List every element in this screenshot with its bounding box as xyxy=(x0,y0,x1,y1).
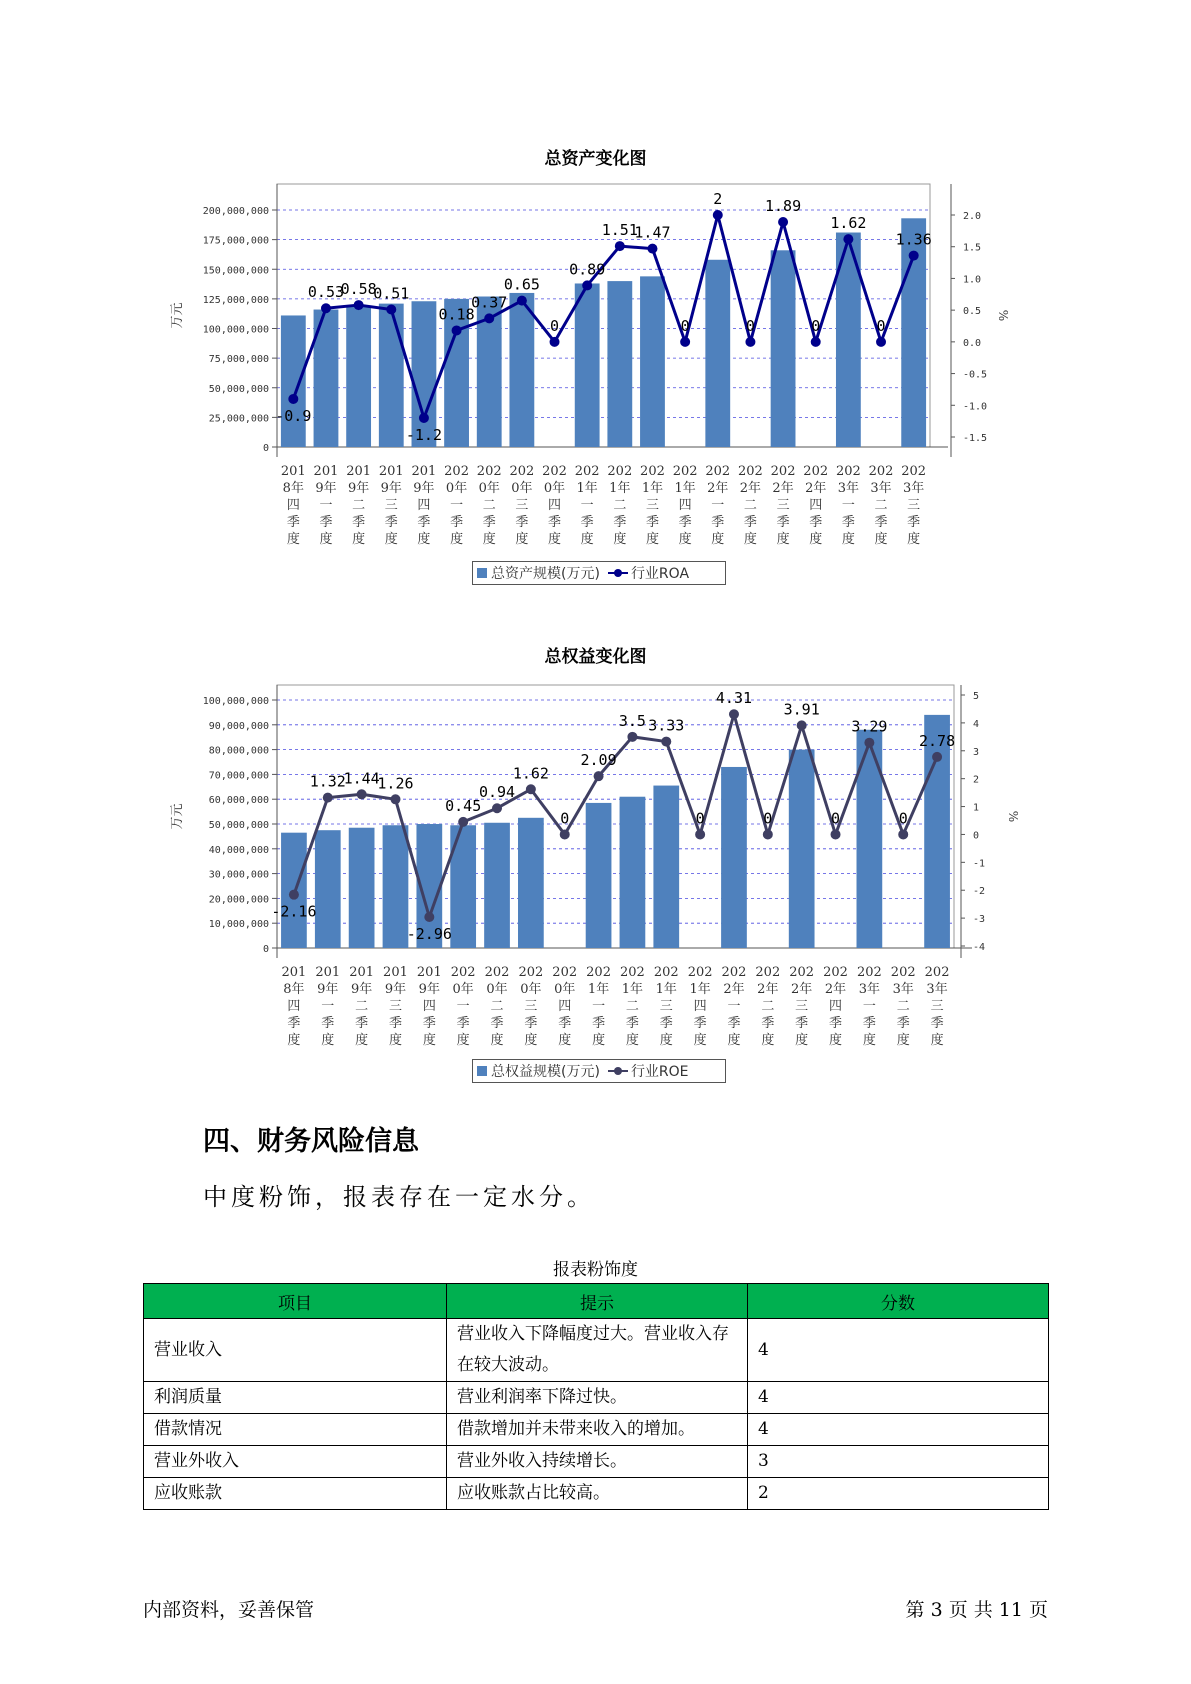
y-tick-label: 30,000,000 xyxy=(208,869,269,881)
line-point xyxy=(289,890,299,900)
legend-line-label: 行业ROE xyxy=(630,1064,689,1080)
line-point xyxy=(594,771,604,781)
y-tick-label: 175,000,000 xyxy=(202,235,269,247)
x-tick-label: 202 2年一季度 xyxy=(705,464,731,547)
table-caption: 报表粉饰度 xyxy=(553,1260,638,1280)
bar xyxy=(721,767,747,948)
line-point xyxy=(661,737,671,747)
line-point xyxy=(357,789,367,799)
y-tick-label: 50,000,000 xyxy=(208,383,269,395)
row-score: 4 xyxy=(748,1382,1049,1414)
line-point xyxy=(452,325,462,335)
y-tick-label: 125,000,000 xyxy=(202,294,269,306)
x-tick-label: 202 2年三季度 xyxy=(789,965,815,1048)
total-equity-chart-title: 总权益变化图 xyxy=(544,647,647,667)
data-label: 0.94 xyxy=(478,783,516,802)
x-tick-label: 202 0年三季度 xyxy=(518,965,544,1048)
x-tick-label: 202 1年三季度 xyxy=(640,464,665,547)
line-point xyxy=(763,829,773,839)
line-point xyxy=(811,337,821,347)
x-tick-label: 202 2年二季度 xyxy=(738,464,763,547)
data-label: 2.09 xyxy=(580,751,617,770)
y2-tick-label: -1.5 xyxy=(963,433,988,444)
row-hint: 借款增加并未带来收入的增加。 xyxy=(447,1414,748,1446)
x-tick-label: 202 1年二季度 xyxy=(607,464,633,547)
y2-tick-label: 2 xyxy=(973,774,980,786)
footer-page-number: 第 3 页 共 11 页 xyxy=(905,1599,1048,1621)
x-tick-label: 202 0年一季度 xyxy=(450,965,476,1048)
y-tick-label: 150,000,000 xyxy=(202,265,269,277)
x-tick-label: 201 9年一季度 xyxy=(313,464,339,547)
table-row xyxy=(144,1478,1049,1510)
line-point xyxy=(831,829,841,839)
bar xyxy=(607,281,632,447)
x-tick-label: 202 3年一季度 xyxy=(856,965,882,1048)
whitewash-table xyxy=(143,1283,1049,1510)
bar xyxy=(281,315,306,447)
data-label: 3.33 xyxy=(648,716,685,735)
y2-tick-label: -0.5 xyxy=(963,369,988,381)
line-point xyxy=(713,210,723,220)
y2-tick-label: -3 xyxy=(973,914,986,926)
data-label: 1.89 xyxy=(765,196,802,215)
line-point xyxy=(354,300,364,310)
x-tick-label: 202 2年一季度 xyxy=(721,965,747,1048)
data-label: -2.16 xyxy=(271,902,317,921)
row-score: 4 xyxy=(748,1319,1049,1382)
bar xyxy=(789,750,815,948)
line-point xyxy=(797,720,807,730)
data-label: 3.29 xyxy=(851,717,888,736)
data-label: 0 xyxy=(831,809,841,828)
x-tick-label: 202 3年三季度 xyxy=(924,965,950,1048)
bar xyxy=(518,818,544,948)
data-label: 0.53 xyxy=(307,283,345,302)
total-equity-legend xyxy=(472,1059,726,1083)
x-tick-label: 202 1年三季度 xyxy=(653,965,679,1048)
line-point xyxy=(323,793,333,803)
line-point xyxy=(582,280,592,290)
line-point xyxy=(390,794,400,804)
bar-swatch xyxy=(477,1066,487,1076)
risk-summary: 中度粉饰，报表存在一定水分。 xyxy=(203,1183,595,1211)
data-label: 1.62 xyxy=(830,214,867,233)
y2-tick-label: 5 xyxy=(973,691,980,702)
line-point xyxy=(898,829,908,839)
x-tick-label: 202 2年二季度 xyxy=(755,965,781,1048)
y2-tick-label: 1.5 xyxy=(963,242,982,254)
y-tick-label: 200,000,000 xyxy=(202,206,269,217)
row-item: 利润质量 xyxy=(144,1382,447,1414)
line-point xyxy=(321,303,331,313)
data-label: 1.47 xyxy=(634,223,671,242)
y-axis-label: 万元 xyxy=(170,803,185,830)
line-point xyxy=(864,738,874,748)
header-score: 分数 xyxy=(748,1284,1049,1319)
line-point xyxy=(932,752,942,762)
data-label: 0 xyxy=(680,316,690,335)
x-tick-label: 202 3年二季度 xyxy=(868,464,894,547)
x-tick-label: 202 0年四季度 xyxy=(552,965,578,1048)
bar xyxy=(640,276,665,447)
x-tick-label: 202 0年一季度 xyxy=(444,464,469,547)
row-hint: 营业收入下降幅度过大。营业收入存在较大波动。 xyxy=(447,1319,748,1382)
x-tick-label: 202 1年四季度 xyxy=(672,464,698,547)
line-point xyxy=(909,251,919,261)
data-label: 0.37 xyxy=(471,293,508,312)
y2-tick-label: 4 xyxy=(973,718,980,730)
row-item: 借款情况 xyxy=(144,1414,447,1446)
line-point xyxy=(745,337,755,347)
x-tick-label: 201 9年一季度 xyxy=(315,965,341,1048)
bar xyxy=(346,306,371,447)
y2-tick-label: 2.0 xyxy=(963,211,982,222)
y-tick-label: 75,000,000 xyxy=(208,354,269,366)
legend-bar-label: 总资产规模(万元) xyxy=(491,566,600,582)
y2-tick-label: 1 xyxy=(973,802,980,814)
data-label: 0 xyxy=(763,809,773,828)
line-point xyxy=(695,829,705,839)
bar xyxy=(575,283,600,447)
bar xyxy=(653,786,679,948)
y-tick-label: 0 xyxy=(262,443,269,454)
line-point xyxy=(627,732,637,742)
data-label: 1.62 xyxy=(512,764,549,783)
x-tick-label: 202 3年一季度 xyxy=(835,464,861,547)
x-tick-label: 201 8年四季度 xyxy=(281,965,307,1048)
data-label: 1.44 xyxy=(343,769,380,788)
y2-tick-label: -1 xyxy=(973,858,986,870)
line-swatch xyxy=(608,1066,628,1076)
line-point xyxy=(526,784,536,794)
line-point xyxy=(517,296,527,306)
data-label: 2.78 xyxy=(919,731,956,750)
x-tick-label: 201 9年四季度 xyxy=(411,464,437,547)
y-tick-label: 50,000,000 xyxy=(208,820,269,831)
data-label: 0 xyxy=(550,316,560,335)
line-point xyxy=(560,829,570,839)
data-label: 0 xyxy=(695,809,705,828)
data-label: -0.9 xyxy=(275,406,312,425)
row-score: 3 xyxy=(748,1446,1049,1478)
y-tick-label: 10,000,000 xyxy=(208,919,269,931)
x-tick-label: 202 2年三季度 xyxy=(770,464,796,547)
total-assets-chart xyxy=(0,180,1191,555)
data-label: 3.5 xyxy=(618,711,646,730)
data-label: 0 xyxy=(898,809,908,828)
data-label: 0 xyxy=(876,316,886,335)
bar xyxy=(620,797,646,948)
data-label: 0.51 xyxy=(373,284,410,303)
x-tick-label: 201 9年三季度 xyxy=(378,464,404,547)
x-tick-label: 201 9年二季度 xyxy=(349,965,375,1048)
x-tick-label: 201 9年二季度 xyxy=(346,464,372,547)
x-tick-label: 201 8年四季度 xyxy=(280,464,306,547)
data-label: -2.96 xyxy=(406,924,452,943)
y2-tick-label: 1.0 xyxy=(963,274,982,286)
y-tick-label: 40,000,000 xyxy=(208,844,269,856)
data-label: 1.51 xyxy=(601,221,638,240)
x-tick-label: 202 1年二季度 xyxy=(620,965,645,1048)
x-tick-label: 201 9年四季度 xyxy=(416,965,442,1048)
row-item: 应收账款 xyxy=(144,1478,447,1510)
line-point xyxy=(729,709,739,719)
data-label: 1.26 xyxy=(377,774,414,793)
y-tick-label: 60,000,000 xyxy=(208,795,269,807)
row-hint: 营业外收入持续增长。 xyxy=(447,1446,748,1478)
line-point xyxy=(288,394,298,404)
table-row xyxy=(144,1319,1049,1382)
data-label: 0 xyxy=(560,809,570,828)
line-point xyxy=(424,912,434,922)
bar-swatch xyxy=(477,568,487,578)
row-item: 营业收入 xyxy=(144,1319,447,1382)
y-tick-label: 100,000,000 xyxy=(202,324,269,336)
data-label: 0.89 xyxy=(569,260,606,279)
row-item: 营业外收入 xyxy=(144,1446,447,1478)
row-hint: 营业利润率下降过快。 xyxy=(447,1382,748,1414)
line-point xyxy=(484,313,494,323)
data-label: 3.91 xyxy=(783,700,820,719)
y2-tick-label: 0 xyxy=(973,830,980,842)
x-tick-label: 202 0年四季度 xyxy=(542,464,567,547)
footer-confidential: 内部资料，妥善保管 xyxy=(143,1599,315,1621)
line-point xyxy=(647,244,657,254)
y2-tick-label: -2 xyxy=(973,886,986,898)
data-label: 1.32 xyxy=(309,772,346,791)
row-hint: 应收账款占比较高。 xyxy=(447,1478,748,1510)
line-point xyxy=(876,337,886,347)
total-assets-legend xyxy=(472,561,726,585)
x-tick-label: 202 2年四季度 xyxy=(823,965,848,1048)
y2-tick-label: -4 xyxy=(973,942,986,953)
line-point xyxy=(492,803,502,813)
bar xyxy=(705,260,730,447)
y2-tick-label: 0.0 xyxy=(963,337,982,349)
x-tick-label: 202 2年四季度 xyxy=(803,464,829,547)
y-tick-label: 0 xyxy=(262,944,269,955)
y2-tick-label: -1.0 xyxy=(963,401,988,413)
x-tick-label: 202 3年三季度 xyxy=(901,464,927,547)
line-point xyxy=(680,337,690,347)
line-point xyxy=(843,234,853,244)
data-label: 0.18 xyxy=(438,305,475,324)
bar xyxy=(509,293,534,447)
section-heading: 四、财务风险信息 xyxy=(203,1126,419,1157)
bar xyxy=(315,830,341,948)
row-score: 2 xyxy=(748,1478,1049,1510)
legend-line-label: 行业ROA xyxy=(630,566,690,582)
data-label: 0.58 xyxy=(340,280,377,299)
table-header-row xyxy=(144,1284,1049,1319)
total-equity-chart xyxy=(0,678,1191,1053)
total-assets-chart-title: 总资产变化图 xyxy=(544,149,647,169)
x-tick-label: 201 9年三季度 xyxy=(383,965,408,1048)
line-point xyxy=(419,413,429,423)
x-tick-label: 202 0年二季度 xyxy=(484,965,510,1048)
data-label: -1.2 xyxy=(405,425,442,444)
line-point xyxy=(615,241,625,251)
x-tick-label: 202 0年二季度 xyxy=(476,464,502,547)
y-tick-label: 25,000,000 xyxy=(208,413,269,425)
bar xyxy=(379,304,404,447)
y-tick-label: 100,000,000 xyxy=(202,696,269,707)
x-tick-label: 202 0年三季度 xyxy=(509,464,535,547)
data-label: 1.36 xyxy=(895,230,932,249)
y2-tick-label: 0.5 xyxy=(963,306,982,318)
bar xyxy=(484,823,510,948)
legend-bar-label: 总权益规模(万元) xyxy=(491,1064,600,1080)
data-label: 0.45 xyxy=(445,796,482,815)
y-tick-label: 70,000,000 xyxy=(208,770,269,782)
line-swatch xyxy=(608,568,628,578)
line-point xyxy=(458,817,468,827)
y-tick-label: 90,000,000 xyxy=(208,720,269,732)
y-tick-label: 80,000,000 xyxy=(208,745,269,757)
data-label: 0 xyxy=(745,316,755,335)
bar xyxy=(349,828,375,948)
y-tick-label: 20,000,000 xyxy=(208,894,269,906)
y2-axis-label: % xyxy=(996,309,1010,322)
table-row xyxy=(144,1446,1049,1478)
line-point xyxy=(386,305,396,315)
line-point xyxy=(550,337,560,347)
header-hint: 提示 xyxy=(447,1284,748,1319)
y2-tick-label: 3 xyxy=(973,746,980,758)
data-label: 0 xyxy=(811,316,821,335)
data-label: 0.65 xyxy=(503,275,540,294)
bar xyxy=(857,730,883,948)
y2-axis-label: % xyxy=(1006,810,1020,823)
table-row xyxy=(144,1414,1049,1446)
row-score: 4 xyxy=(748,1414,1049,1446)
x-tick-label: 202 1年四季度 xyxy=(687,965,713,1048)
table-row xyxy=(144,1382,1049,1414)
y-axis-label: 万元 xyxy=(170,302,185,329)
x-tick-label: 202 1年一季度 xyxy=(586,965,611,1048)
line-point xyxy=(778,217,788,227)
header-item: 项目 xyxy=(144,1284,447,1319)
data-label: 2 xyxy=(713,190,723,208)
bar xyxy=(586,803,612,948)
x-tick-label: 202 1年一季度 xyxy=(574,464,600,547)
x-tick-label: 202 3年二季度 xyxy=(890,965,916,1048)
data-label: 4.31 xyxy=(715,689,753,708)
bar xyxy=(771,250,796,447)
bar xyxy=(383,825,409,948)
